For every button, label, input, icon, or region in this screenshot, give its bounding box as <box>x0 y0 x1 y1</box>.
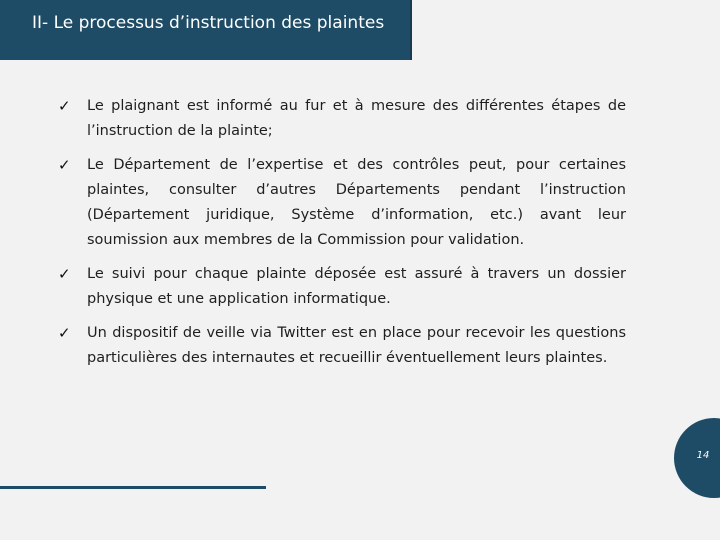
slide-title-banner <box>0 0 412 60</box>
checkmark-icon: ✓ <box>58 156 71 174</box>
footer-divider <box>0 486 266 489</box>
checkmark-icon: ✓ <box>58 97 71 115</box>
bullet-text: Le suivi pour chaque plainte déposée est assuré à travers un dossier physique et une application informatique. <box>87 266 626 307</box>
page-number: 14 <box>696 450 710 461</box>
bullet-item <box>58 321 626 371</box>
slide-title: II- Le processus d’instruction des plaintes <box>32 13 385 33</box>
bullet-text: Un dispositif de veille via Twitter est en place pour recevoir les questions particulières des internautes et recueillir éventuellement leurs plaintes. <box>87 325 626 366</box>
bullet-text: Le plaignant est informé au fur et à mesure des différentes étapes de l’instruction de la plainte; <box>87 98 626 139</box>
bullet-text: Le Département de l’expertise et des contrôles peut, pour certaines plaintes, consulter d’autres Départements pendant l’instruction (Département juridique, Système d’information, etc.) avant leur soumission aux membres de la Commission pour validation. <box>87 157 626 248</box>
bullet-item <box>58 262 626 312</box>
bullet-item <box>58 153 626 253</box>
bullet-list <box>58 94 626 371</box>
checkmark-icon: ✓ <box>58 265 71 283</box>
bullet-item <box>58 94 626 144</box>
checkmark-icon: ✓ <box>58 324 71 342</box>
